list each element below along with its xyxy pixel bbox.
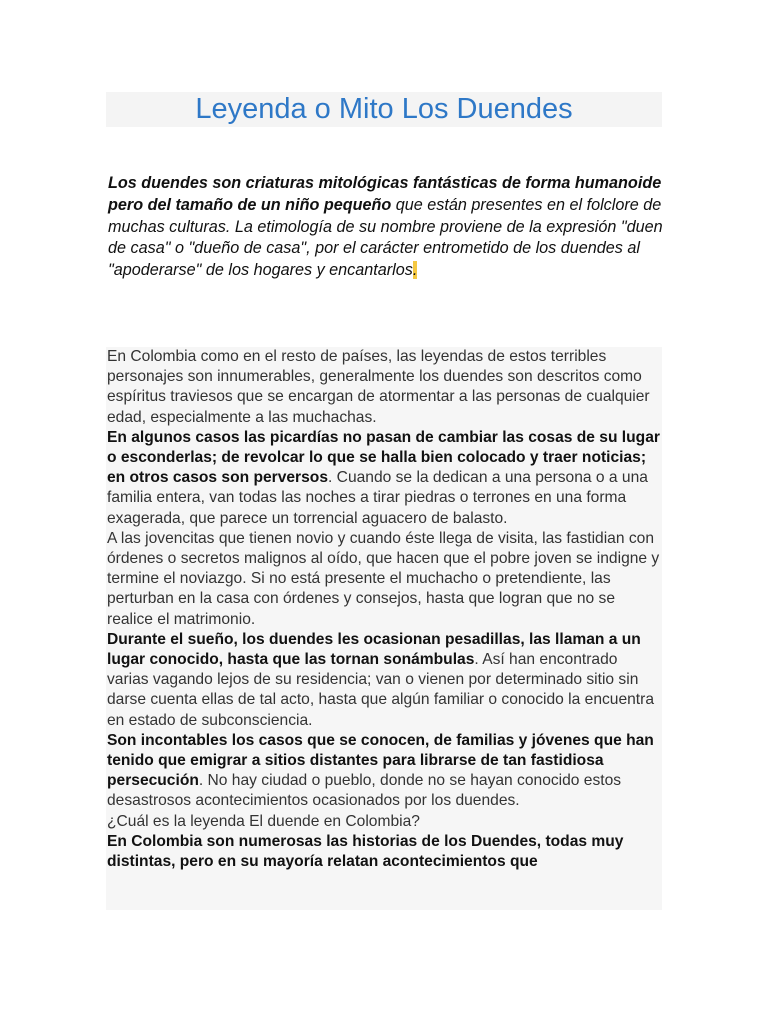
paragraph-casos-bold: Son incontables los casos que se conocen, de familias y jóvenes que han tenido que emigrar a sitios distantes para librarse de tan fastidiosa persecución [107,731,654,790]
highlighted-period: . [412,261,418,280]
paragraph-casos-text: . No hay ciudad o pueblo, donde no se hayan conocido estos desastrosos acontecimientos ocasionados por los duendes. [107,772,622,810]
paragraph-picardias [106,428,662,529]
paragraph-historias-bold: En Colombia son numerosas las historias de los Duendes, todas muy distintas, pero en su mayoría relatan acontecimientos que [107,832,624,871]
paragraph-picardias-text: . Cuando se la dedican a una persona o a una familia entera, van todas las noches a tirar piedras o terrones en una forma exagerada, que parece un torrencial aguacero de balasto. [107,469,648,527]
question-heading: ¿Cuál es la leyenda El duende en Colombia? [107,812,420,830]
paragraph-sueno [106,630,662,731]
intro-bold-text: Los duendes son criaturas mitológicas fantásticas de forma humanoide pero del tamaño de un niño pequeño [108,174,662,214]
paragraph-sueno-bold: Durante el sueño, los duendes les ocasionan pesadillas, las llaman a un lugar conocido, hasta que las tornan sonámbulas [107,630,641,669]
paragraph-casos [106,731,662,812]
paragraph-jovencitas: A las jovencitas que tienen novio y cuando éste llega de visita, las fastidian con órdenes o secretos malignos al oído, que hacen que el pobre joven se indigne y termine el noviazgo. Si no está presente el muchacho o pretendiente, las perturban en la casa con órdenes y consejos, hasta que logran que no se realice el matrimonio. [107,529,660,628]
paragraph-colombia: En Colombia como en el resto de países, las leyendas de estos terribles personajes son innumerables, generalmente los duendes son descritos como espíritus traviesos que se encargan de atormentar a las personas de cualquier edad, especialmente a las muchachas. [107,348,650,426]
paragraph-historias [106,832,662,872]
intro-paragraph [108,173,668,282]
page-title: Leyenda o Mito Los Duendes [195,93,573,125]
paragraph-picardias-bold: En algunos casos las picardías no pasan de cambiar las cosas de su lugar o esconderlas; de revolcar lo que se halla bien colocado y traer noticias; en otros casos son perversos [107,428,660,487]
paragraph-sueno-text: . Así han encontrado varias vagando lejos de su residencia; van o vienen por determinado sitio sin darse cuenta ellas de tal acto, hasta que algún familiar o conocido la encuentra en estado de subconsciencia. [107,651,654,729]
article-body [106,347,662,910]
intro-text: que están presentes en el folclore de muchas culturas. La etimología de su nombre proviene de la expresión "duen de casa" o "dueño de casa", por el carácter entrometido de los duendes al "apoderarse" de los hogares y encantarlos [108,195,663,280]
